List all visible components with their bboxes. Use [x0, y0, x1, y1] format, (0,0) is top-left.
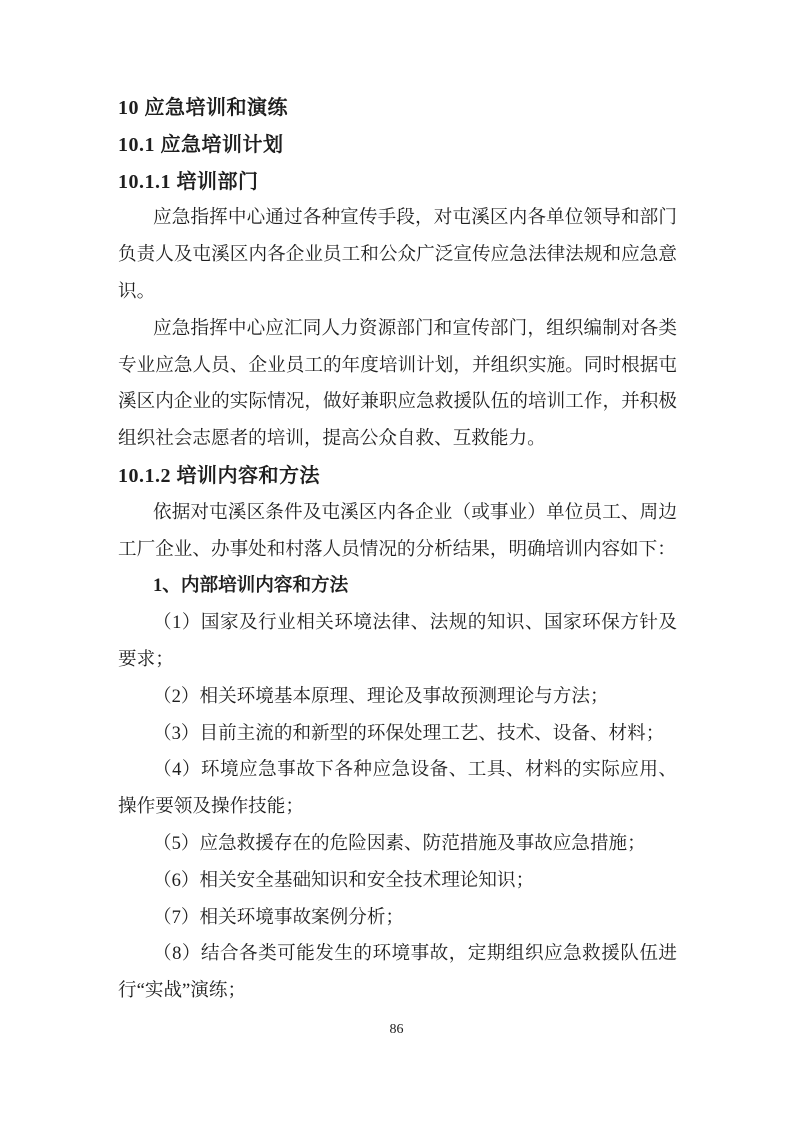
- document-content: [118, 90, 677, 1010]
- page-number: 86: [389, 1022, 404, 1037]
- paragraph-training-plan: 应急指挥中心应汇同人力资源部门和宣传部门，组织编制对各类专业应急人员、企业员工的年度培训计划，并组织实施。同时根据屯溪区内企业的实际情况，做好兼职应急救援队伍的培训工作，并积极组织社会志愿者的培训，提高公众自救、互救能力。: [118, 317, 677, 450]
- section-heading-10: 10 应急培训和演练: [118, 97, 288, 119]
- paragraph-training-basis: 依据对屯溪区条件及屯溪区内各企业（或事业）单位员工、周边工厂企业、办事处和村落人员情况的分析结果，明确培训内容如下：: [118, 501, 677, 560]
- paragraph-publicity: 应急指挥中心通过各种宣传手段，对屯溪区内各单位领导和部门负责人及屯溪区内各企业员工和公众广泛宣传应急法律法规和应急意识。: [118, 207, 677, 302]
- list-item-8: （8）结合各类可能发生的环境事故，定期组织应急救援队伍进行“实战”演练；: [118, 943, 677, 1002]
- list-item-5: （5）应急救援存在的危险因素、防范措施及事故应急措施；: [153, 832, 646, 854]
- list-item-1: （1）国家及行业相关环境法律、法规的知识、国家环保方针及要求；: [118, 612, 677, 670]
- list-item-6: （6）相关安全基础知识和安全技术理论知识；: [153, 869, 535, 891]
- section-heading-10-1-2: 10.1.2 培训内容和方法: [118, 464, 320, 487]
- list-item-7: （7）相关环境事故案例分析；: [153, 906, 405, 928]
- list-item-2: （2）相关环境基本原理、理论及事故预测理论与方法；: [153, 685, 609, 707]
- section-heading-10-1: 10.1 应急培训计划: [118, 133, 284, 156]
- list-item-4: （4）环境应急事故下各种应急设备、工具、材料的实际应用、操作要领及操作技能；: [118, 759, 677, 818]
- section-heading-10-1-1: 10.1.1 培训部门: [118, 170, 259, 193]
- list-item-3: （3）目前主流的和新型的环保处理工艺、技术、设备、材料；: [153, 722, 665, 744]
- internal-training-title: 1、内部培训内容和方法: [153, 575, 349, 597]
